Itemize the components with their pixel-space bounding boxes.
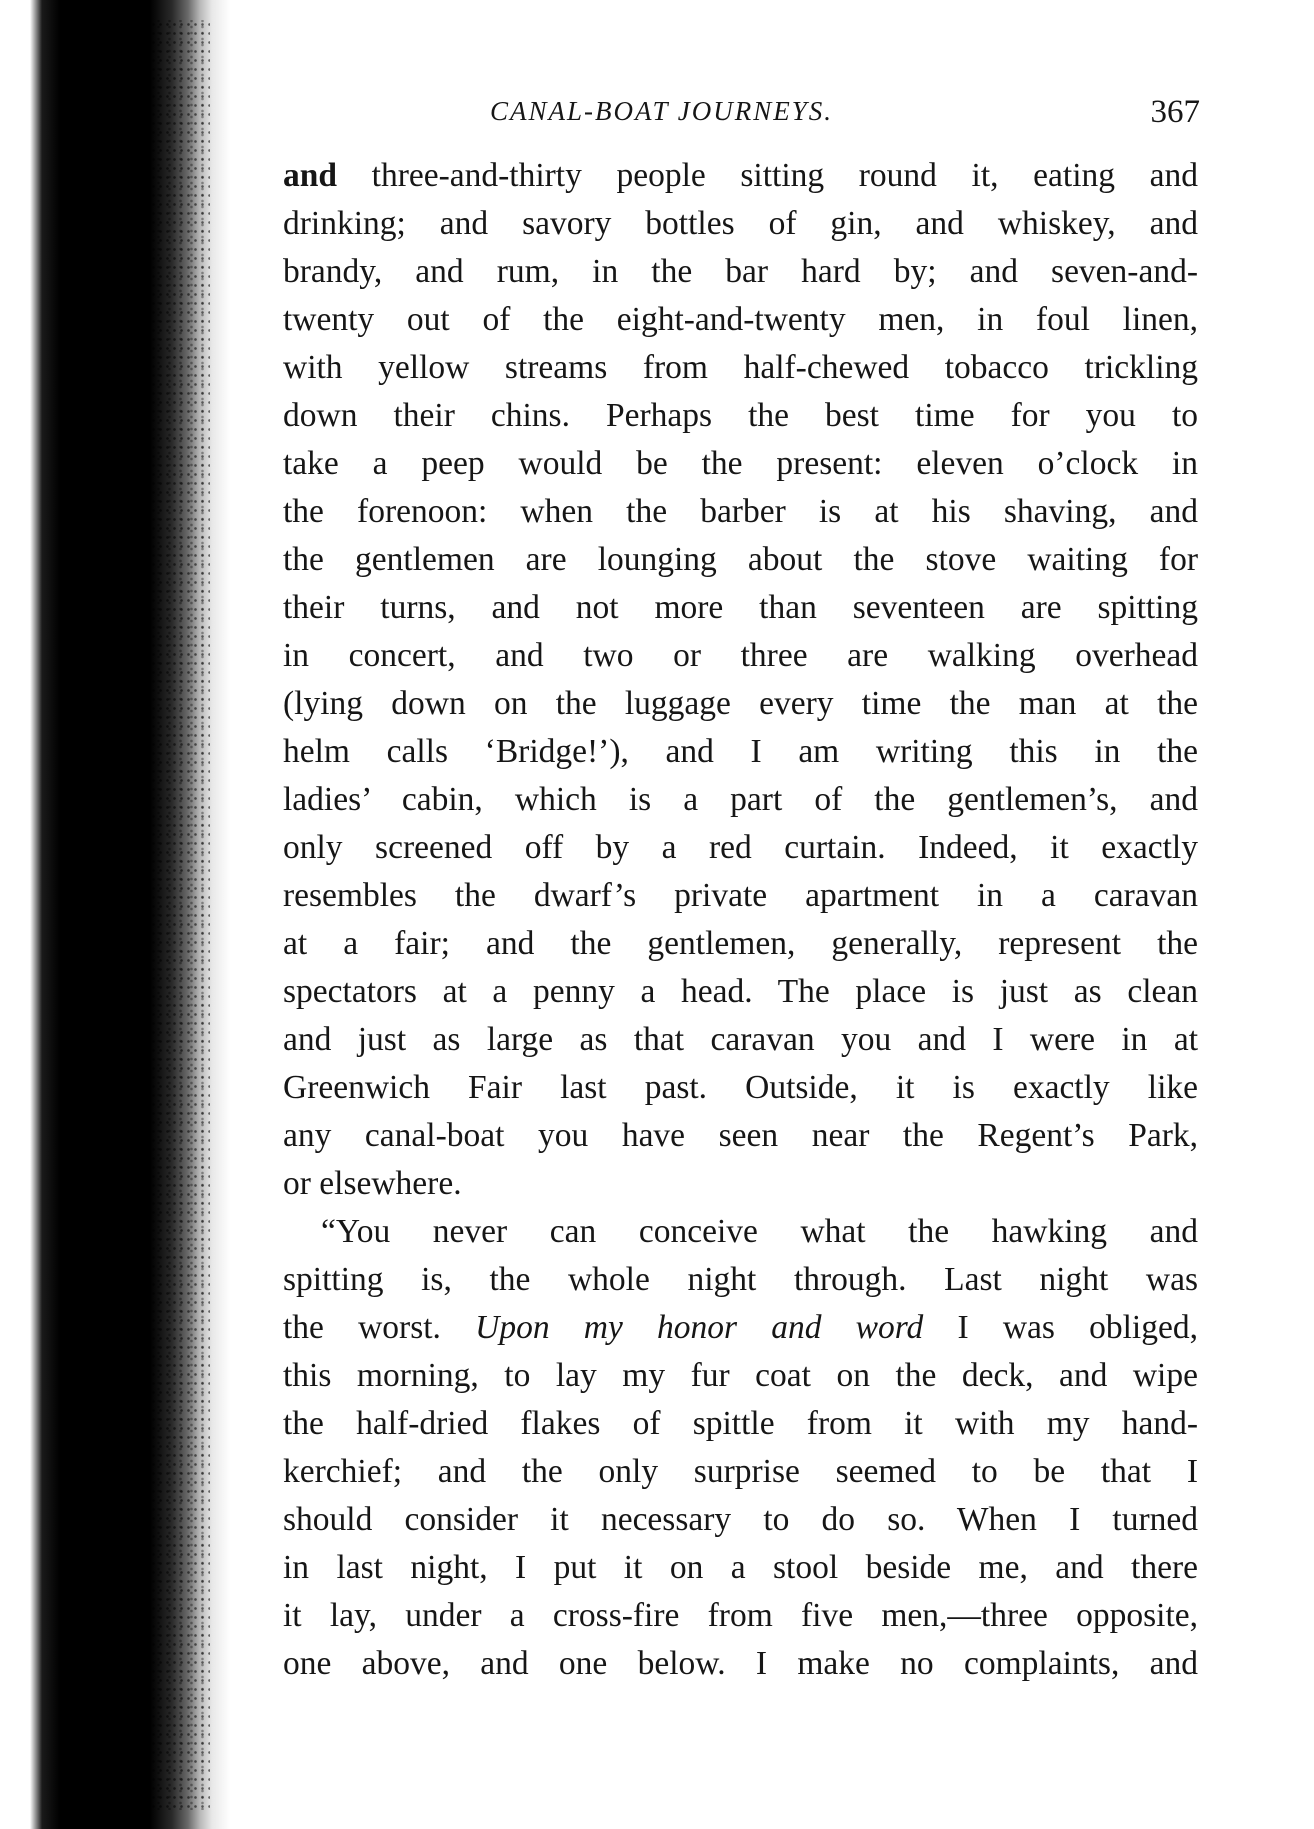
text-segment: at a fair; and the gentlemen, generally, represent the [283,925,1198,962]
text-line [283,440,1198,488]
text-line [283,584,1198,632]
text-line [283,344,1198,392]
text-segment: drinking; and savory bottles of gin, and whiskey, and [283,205,1198,242]
text-line [283,1208,1198,1256]
text-segment: it lay, under a cross-fire from five men,—three opposite, [283,1597,1198,1634]
gutter-speckle [150,20,210,1810]
text-line [283,536,1198,584]
text-line [283,968,1198,1016]
text-line [283,152,1198,200]
text-segment: “You never can conceive what the hawking and [321,1213,1198,1250]
text-line [283,488,1198,536]
text-segment: twenty out of the eight-and-twenty men, in foul linen, [283,301,1198,338]
text-line [283,1496,1198,1544]
text-segment: kerchief; and the only surprise seemed to be that I [283,1453,1198,1490]
text-line [283,1448,1198,1496]
text-segment: any canal-boat you have seen near the Regent’s Park, [283,1117,1198,1154]
text-line [283,1400,1198,1448]
text-line [283,1592,1198,1640]
text-segment: (lying down on the luggage every time the man at the [283,685,1198,722]
text-segment: resembles the dwarf’s private apartment in a caravan [283,877,1198,914]
text-line [283,920,1198,968]
text-line [283,248,1198,296]
text-segment: the forenoon: when the barber is at his shaving, and [283,493,1198,530]
text-line [283,392,1198,440]
text-segment: or elsewhere. [283,1165,462,1202]
text-segment: the gentlemen are lounging about the stove waiting for [283,541,1198,578]
text-line [283,872,1198,920]
page-header [270,84,1200,144]
text-line [283,1160,1198,1208]
text-line [283,200,1198,248]
text-line [283,1112,1198,1160]
text-line [283,1640,1198,1688]
text-segment: only screened off by a red curtain. Indeed, it exactly [283,829,1198,866]
text-segment: the half-dried flakes of spittle from it with my hand- [283,1405,1198,1442]
text-segment: their turns, and not more than seventeen are spitting [283,589,1198,626]
text-segment: with yellow streams from half-chewed tobacco trickling [283,349,1198,386]
text-line [283,776,1198,824]
text-segment: this morning, to lay my fur coat on the deck, and wipe [283,1357,1198,1394]
text-line [283,728,1198,776]
text-line [283,1016,1198,1064]
text-segment: spitting is, the whole night through. Last night was [283,1261,1198,1298]
text-line [283,296,1198,344]
text-segment: the worst. [283,1309,476,1346]
text-segment: down their chins. Perhaps the best time for you to [283,397,1198,434]
text-line [283,1544,1198,1592]
text-line [283,1352,1198,1400]
text-segment: three-and-thirty people sitting round it, eating and [337,157,1198,194]
text-segment: brandy, and rum, in the bar hard by; and seven-and- [283,253,1198,290]
text-line [283,824,1198,872]
text-line [283,632,1198,680]
text-segment: helm calls ‘Bridge!’), and I am writing this in the [283,733,1198,770]
text-segment: one above, and one below. I make no complaints, and [283,1645,1198,1682]
text-line [283,680,1198,728]
text-line [283,1256,1198,1304]
running-title: CANAL-BOAT JOURNEYS. [490,96,834,126]
text-segment: in last night, I put it on a stool beside me, and there [283,1549,1198,1586]
text-segment: spectators at a penny a head. The place is just as clean [283,973,1198,1010]
text-line [283,1064,1198,1112]
paragraph-1 [283,152,1198,1208]
text-line [283,1304,1198,1352]
paragraph-2 [283,1208,1198,1688]
text-segment: ladies’ cabin, which is a part of the gentlemen’s, and [283,781,1198,818]
body-text [283,152,1198,1688]
text-segment: I was obliged, [923,1309,1198,1346]
text-segment: take a peep would be the present: eleven o’clock in [283,445,1198,482]
text-segment: and just as large as that caravan you and I were in at [283,1021,1198,1058]
page-number: 367 [1150,94,1200,130]
text-segment: Upon my honor and word [475,1309,924,1346]
text-segment: in concert, and two or three are walking overhead [283,637,1198,674]
text-segment: Greenwich Fair last past. Outside, it is exactly like [283,1069,1198,1106]
text-segment: should consider it necessary to do so. When I turned [283,1501,1198,1538]
text-segment: and [283,157,338,194]
